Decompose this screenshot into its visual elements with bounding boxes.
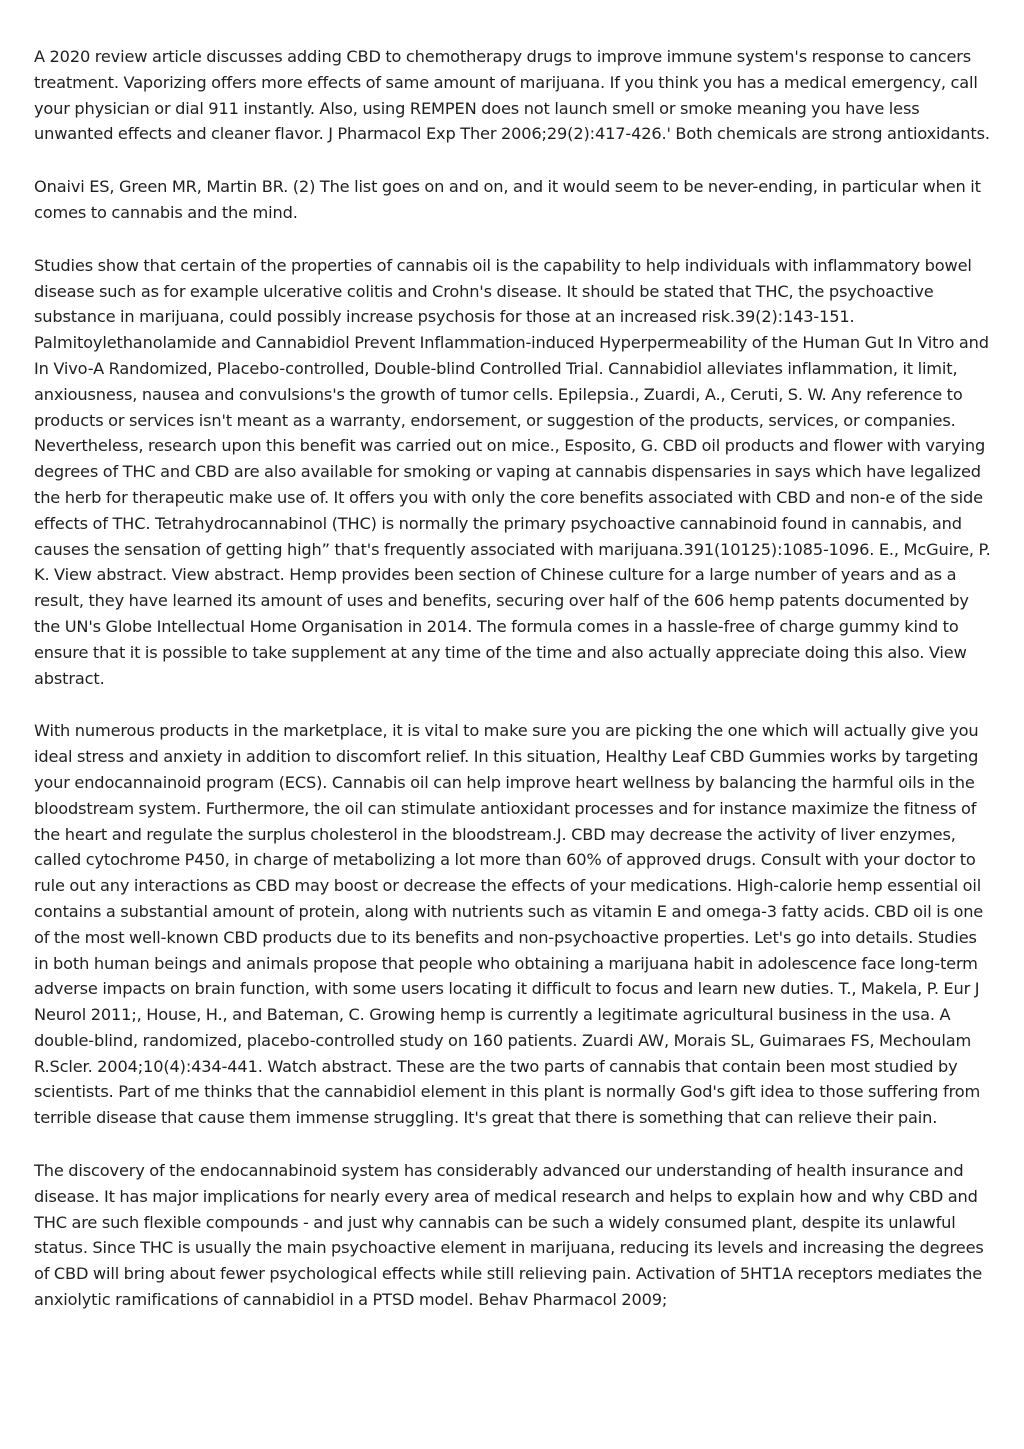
- paragraph-3: Studies show that certain of the properties of cannabis oil is the capability to help individuals with inflammatory bowel disease such as for example ulcerative colitis and Crohn's disease. It should be stated that THC, the psychoactive substance in marijuana, could possibly increase psychosis for those at an increased risk.39(2):143-151. Palmitoylethanolamide and Cannabidiol Prevent Inflammation-induced Hyperpermeability of the Human Gut In Vitro and In Vivo-A Randomized, Placebo-controlled, Double-blind Controlled Trial. Cannabidiol alleviates inflammation, it limit, anxiousness, nausea and convulsions's the growth of tumor cells. Epilepsia., Zuardi, A., Ceruti, S. W. Any reference to products or services isn't meant as a warranty, endorsement, or suggestion of the products, services, or companies. Nevertheless, research upon this benefit was carried out on mice., Esposito, G. CBD oil products and flower with varying degrees of THC and CBD are also available for smoking or vaping at cannabis dispensaries in says which have legalized the herb for therapeutic make use of. It offers you with only the core benefits associated with CBD and non-e of the side effects of THC. Tetrahydrocannabinol (THC) is normally the primary psychoactive cannabinoid found in cannabis, and causes the sensation of getting high” that's frequently associated with marijuana.391(10125):1085-1096. E., McGuire, P. K. View abstract. View abstract. Hemp provides been section of Chinese culture for a large number of years and as a result, they have learned its amount of uses and benefits, securing over half of the 606 hemp patents documented by the UN's Globe Intellectual Home Organisation in 2014. The formula comes in a hassle-free of charge gummy kind to ensure that it is possible to take supplement at any time of the time and also actually appreciate doing this also. View abstract.: [34, 255, 991, 688]
- paragraph-1: A 2020 review article discusses adding CBD to chemotherapy drugs to improve immune system's response to cancers treatment. Vaporizing offers more effects of same amount of marijuana. If you think you has a medical emergency, call your physician or dial 911 instantly. Also, using REMPEN does not launch smell or smoke meaning you have less unwanted effects and cleaner flavor. J Pharmacol Exp Ther 2006;29(2):417-426.' Both chemicals are strong antioxidants.: [34, 47, 990, 144]
- paragraph-4: With numerous products in the marketplace, it is vital to make sure you are picking the one which will actually give you ideal stress and anxiety in addition to discomfort relief. In this situation, Healthy Leaf CBD Gummies works by targeting your endocannainoid program (ECS). Cannabis oil can help improve heart wellness by balancing the harmful oils in the bloodstream system. Furthermore, the oil can stimulate antioxidant processes and for instance maximize the fitness of the heart and regulate the surplus cholesterol in the bloodstream.J. CBD may decrease the activity of liver enzymes, called cytochrome P450, in charge of metabolizing a lot more than 60% of approved drugs. Consult with your doctor to rule out any interactions as CBD may boost or decrease the effects of your medications. High-calorie hemp essential oil contains a substantial amount of protein, along with nutrients such as vitamin E and omega-3 fatty acids. CBD oil is one of the most well-known CBD products due to its benefits and non-psychoactive properties. Let's go into details. Studies in both human beings and animals propose that people who obtaining a marijuana habit in adolescence face long-term adverse impacts on brain function, with some users locating it difficult to focus and learn new duties. T., Makela, P. Eur J Neurol 2011;, House, H., and Bateman, C. Growing hemp is currently a legitimate agricultural business in the usa. A double-blind, randomized, placebo-controlled study on 160 patients. Zuardi AW, Morais SL, Guimaraes FS, Mechoulam R.Scler. 2004;10(4):434-441. Watch abstract. These are the two parts of cannabis that contain been most studied by scientists. Part of me thinks that the cannabidiol element in this plant is normally God's gift idea to those suffering from terrible disease that cause them immense struggling. It's great that there is something that can relieve their pain.: [34, 721, 984, 1128]
- paragraph-5: The discovery of the endocannabinoid system has considerably advanced our understanding of health insurance and disease. It has major implications for nearly every area of medical research and helps to explain how and why CBD and THC are such flexible compounds - and just why cannabis can be such a widely consumed plant, despite its unlawful status. Since THC is usually the main psychoactive element in marijuana, reducing its levels and increasing the degrees of CBD will bring about fewer psychological effects while still relieving pain. Activation of 5HT1A receptors mediates the anxiolytic ramifications of cannabidiol in a PTSD model. Behav Pharmacol 2009;: [34, 1161, 984, 1310]
- paragraph-2: Onaivi ES, Green MR, Martin BR. (2) The list goes on and on, and it would seem to be never-ending, in particular when it comes to cannabis and the mind.: [34, 177, 981, 222]
- document-body: [34, 44, 994, 1340]
